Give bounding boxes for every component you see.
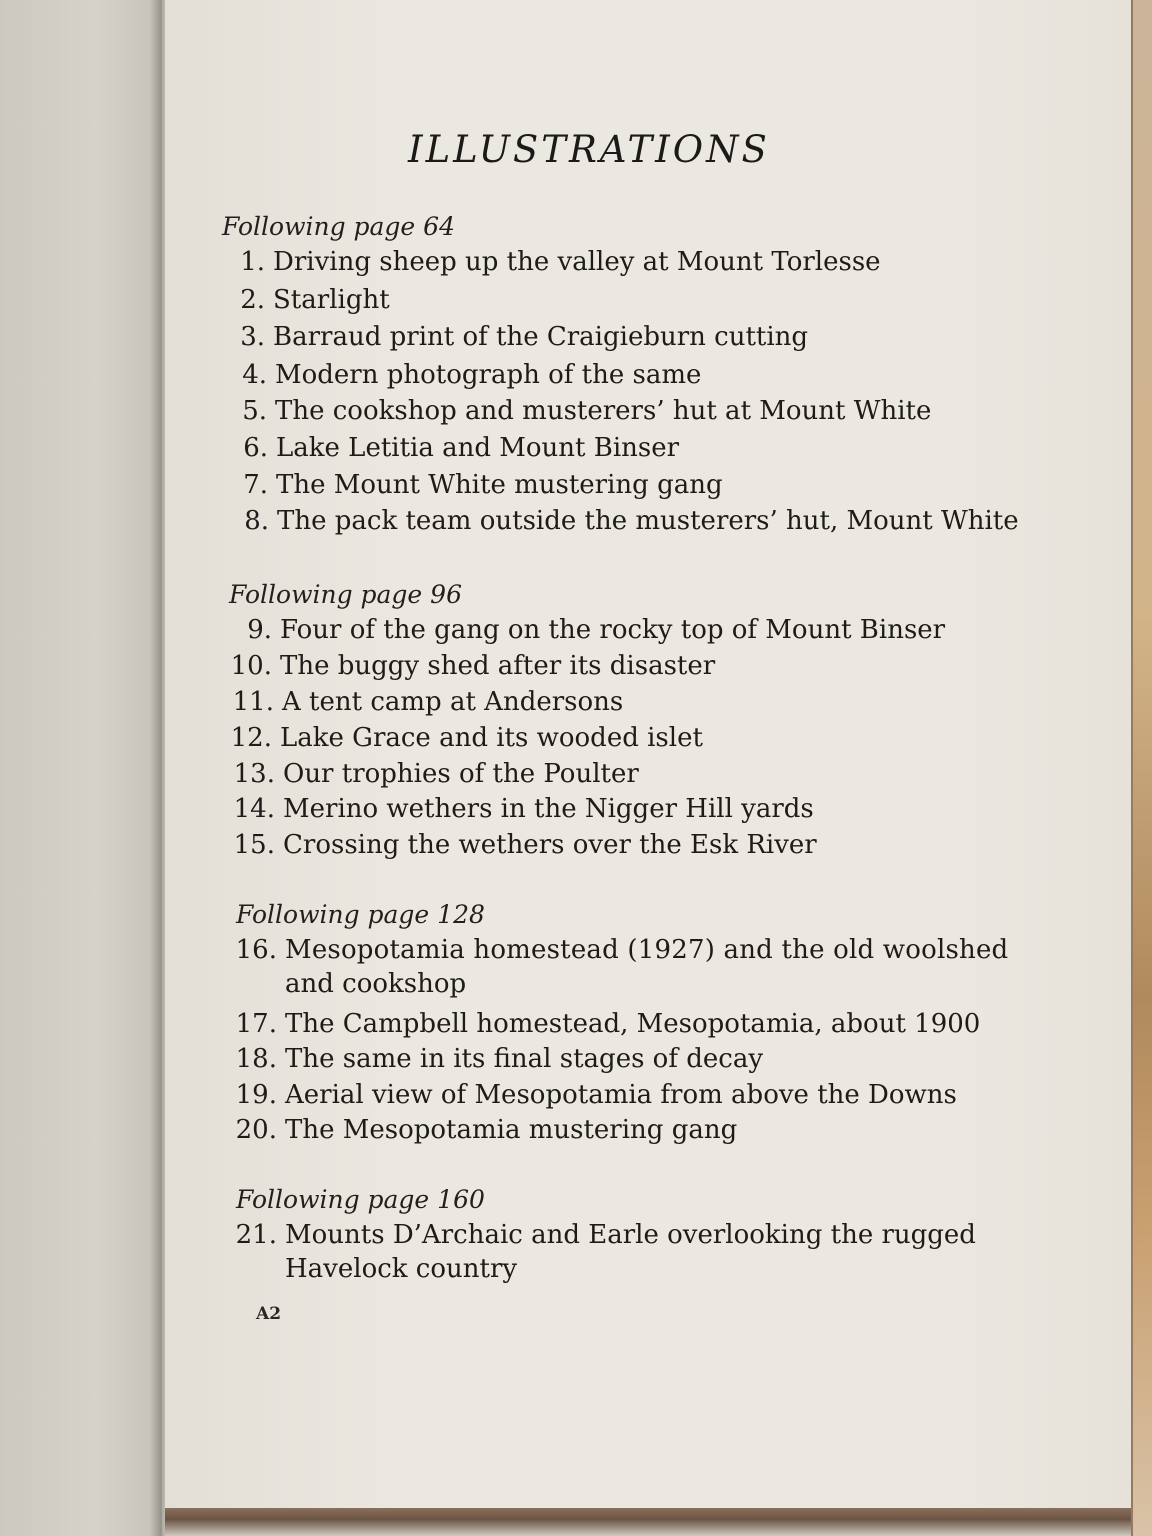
item-text: Driving sheep up the valley at Mount Torlesse: [273, 247, 881, 277]
item-number: 14.: [233, 794, 275, 824]
section-heading: Following page 96: [229, 580, 462, 609]
item-text: The cookshop and musterers’ hut at Mount White: [275, 396, 932, 426]
item-text: The Campbell homestead, Mesopotamia, about 1900: [285, 1009, 981, 1039]
item-number: 20.: [235, 1115, 277, 1145]
item-text: Starlight: [273, 285, 390, 315]
item-number: 7.: [243, 470, 268, 500]
item-text: Four of the gang on the rocky top of Mount Binser: [280, 615, 946, 645]
list-item: [235, 1220, 976, 1284]
cover-edge: [1133, 0, 1152, 1536]
item-number: 12.: [230, 723, 272, 753]
item-number: 9.: [247, 615, 272, 645]
list-item: [240, 247, 881, 277]
item-number: 5.: [242, 396, 267, 426]
item-number: 18.: [235, 1044, 277, 1074]
facing-page: [0, 0, 162, 1536]
page-folio: A2: [256, 1304, 282, 1324]
item-text: The pack team outside the musterers’ hut, Mount White: [277, 506, 1019, 536]
item-number: 19.: [235, 1080, 277, 1110]
item-text: Crossing the wethers over the Esk River: [283, 830, 817, 860]
list-item: [233, 830, 817, 860]
list-item: [244, 506, 1019, 536]
item-text: Mesopotamia homestead (1927) and the old woolshed: [285, 935, 1009, 965]
page-title: ILLUSTRATIONS: [408, 128, 770, 171]
section-heading: Following page 160: [236, 1185, 485, 1214]
item-text: Merino wethers in the Nigger Hill yards: [283, 794, 814, 824]
item-text: The Mesopotamia mustering gang: [285, 1115, 738, 1145]
section-heading: Following page 64: [222, 212, 455, 241]
item-number: 11.: [232, 687, 274, 717]
list-item: [235, 1044, 764, 1074]
item-text: Lake Grace and its wooded islet: [280, 723, 703, 753]
item-number: 4.: [242, 360, 267, 390]
item-text: The Mount White mustering gang: [276, 470, 723, 500]
item-text: Lake Letitia and Mount Binser: [276, 433, 680, 463]
list-item: [235, 1115, 738, 1145]
item-text: Barraud print of the Craigieburn cutting: [273, 322, 809, 352]
item-text: Aerial view of Mesopotamia from above the Downs: [285, 1080, 957, 1110]
list-item: [243, 433, 680, 463]
list-item: [233, 794, 814, 824]
item-text: The buggy shed after its disaster: [280, 651, 716, 681]
item-number: 8.: [244, 506, 269, 536]
list-item: [243, 470, 723, 500]
item-number: 16.: [235, 935, 277, 965]
item-text: A tent camp at Andersons: [282, 687, 624, 717]
item-number: 13.: [233, 759, 275, 789]
item-text: The same in its final stages of decay: [285, 1044, 764, 1074]
item-number: 2.: [240, 285, 265, 315]
page-bottom-edge: [165, 1508, 1133, 1536]
list-item: [233, 759, 639, 789]
list-item: [242, 360, 702, 390]
list-item: [230, 651, 716, 681]
item-number: 17.: [235, 1009, 277, 1039]
item-number: 3.: [240, 322, 265, 352]
item-text-continued: Havelock country: [285, 1254, 518, 1284]
list-item: [240, 285, 390, 315]
list-item: [242, 396, 932, 426]
list-item: [230, 723, 703, 753]
item-text-continued: and cookshop: [285, 969, 467, 999]
item-number: 10.: [230, 651, 272, 681]
item-number: 15.: [233, 830, 275, 860]
list-item: [240, 322, 809, 352]
item-text: Our trophies of the Poulter: [283, 759, 639, 789]
item-number: 1.: [240, 247, 265, 277]
list-item: [247, 615, 946, 645]
list-item: [235, 1080, 957, 1110]
item-number: 21.: [235, 1220, 277, 1250]
item-number: 6.: [243, 433, 268, 463]
list-item: [235, 935, 1009, 999]
item-text: Modern photograph of the same: [275, 360, 702, 390]
section-heading: Following page 128: [236, 900, 485, 929]
item-text: Mounts D’Archaic and Earle overlooking the rugged: [285, 1220, 976, 1250]
list-item: [235, 1009, 981, 1039]
list-item: [232, 687, 624, 717]
